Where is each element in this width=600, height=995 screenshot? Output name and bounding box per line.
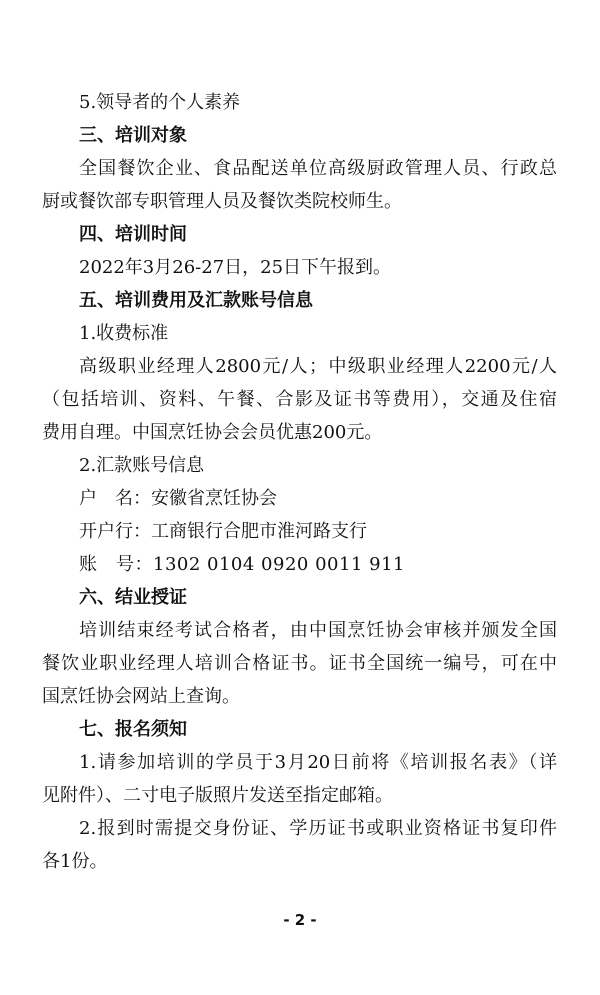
subheading-account-info: 2.汇款账号信息: [79, 455, 205, 476]
account-name: 户 名：安徽省烹饪协会: [79, 488, 277, 509]
account-bank: 开户行：工商银行合肥市淮河路支行: [79, 521, 367, 542]
paragraph-line: （包括培训、资料、午餐、合影及证书等费用），交通及住宿: [42, 389, 557, 410]
paragraph-line: 1.请参加培训的学员于3月20日前将《培训报名表》（详: [79, 752, 557, 773]
section-heading-registration: 七、报名须知: [79, 719, 187, 740]
paragraph-line: 国烹饪协会网站上查询。: [42, 686, 240, 707]
section-heading-training-time: 四、培训时间: [79, 224, 187, 245]
section-heading-fees-account: 五、培训费用及汇款账号信息: [79, 290, 313, 311]
paragraph-line: 各1份。: [42, 851, 108, 872]
paragraph-line: 全国餐饮企业、食品配送单位高级厨政管理人员、行政总: [79, 158, 557, 179]
list-item-leader-qualities: 5.领导者的个人素养: [79, 92, 241, 113]
account-number: 账 号：1302 0104 0920 0011 911: [79, 554, 405, 575]
page-number: - 2 -: [283, 911, 317, 929]
section-heading-training-audience: 三、培训对象: [79, 125, 187, 146]
paragraph-line: 2022年3月26-27日，25日下午报到。: [79, 257, 392, 278]
paragraph-line: 高级职业经理人2800元/人；中级职业经理人2200元/人: [79, 356, 557, 377]
paragraph-line: 培训结束经考试合格者，由中国烹饪协会审核并颁发全国: [79, 620, 557, 641]
paragraph-line: 2.报到时需提交身份证、学历证书或职业资格证书复印件: [79, 818, 557, 839]
paragraph-line: 费用自理。中国烹饪协会会员优惠200元。: [42, 422, 383, 443]
section-heading-certification: 六、结业授证: [79, 587, 187, 608]
subheading-fee-standard: 1.收费标准: [79, 323, 169, 344]
paragraph-line: 见附件）、二寸电子版照片发送至指定邮箱。: [42, 785, 393, 806]
paragraph-line: 厨或餐饮部专职管理人员及餐饮类院校师生。: [42, 191, 402, 212]
paragraph-line: 餐饮业职业经理人培训合格证书。证书全国统一编号，可在中: [42, 653, 557, 674]
